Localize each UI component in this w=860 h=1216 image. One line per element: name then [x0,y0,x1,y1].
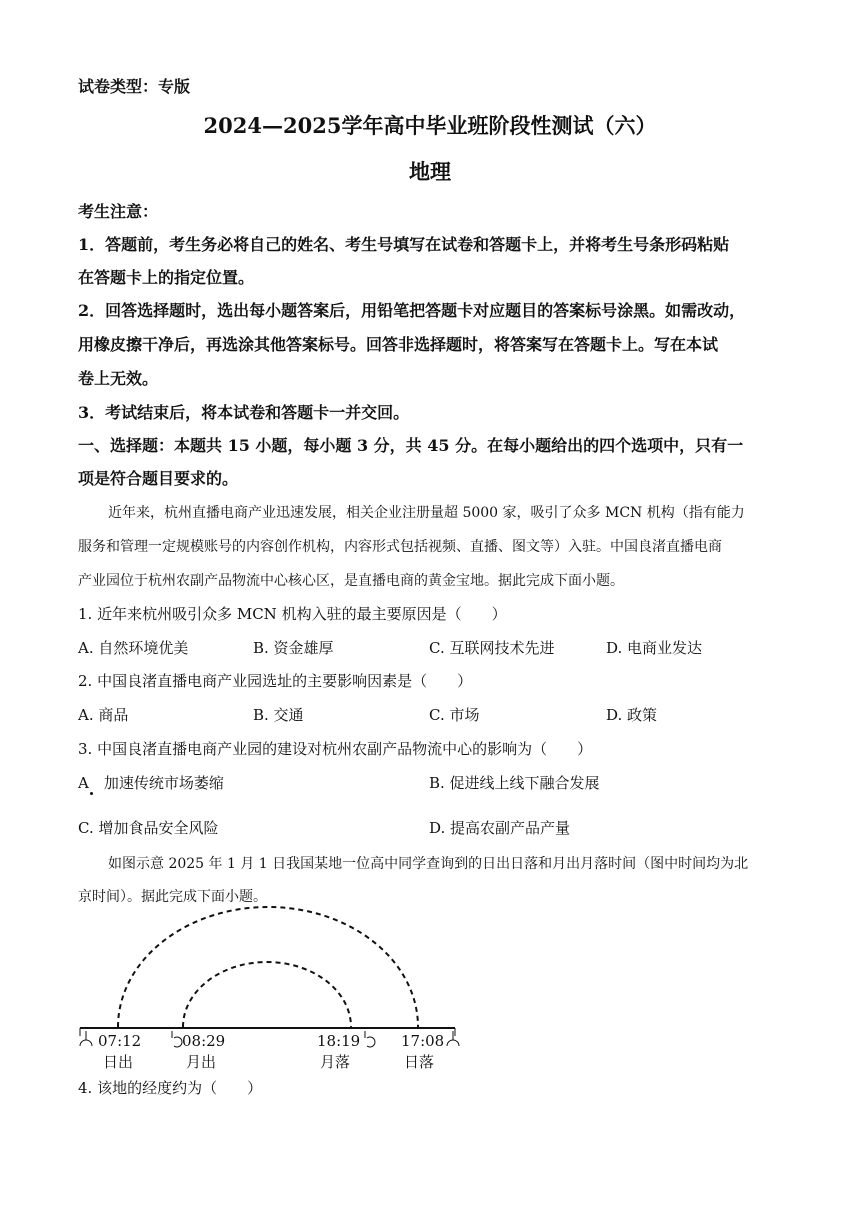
paper-type: 试卷类型：专版 [78,77,191,96]
notice-heading: 考生注意： [78,202,159,221]
question-3-stem: 3. 中国良渚直播电商产业园的建设对杭州农副产品物流中心的影响为（ ） [78,740,593,758]
question-3-option-c: C. 增加食品安全风险 [78,819,219,837]
passage-2-line-2: 京时间）。据此完成下面小题。 [78,889,267,905]
moonrise-time: 08:29 [182,1032,226,1050]
moonset-label: 月落 [320,1053,351,1071]
moonset-icon [365,1031,375,1047]
question-1-stem: 1. 近年来杭州吸引众多 MCN 机构入驻的最主要原因是（ ） [78,605,507,623]
moonrise-icon [172,1031,182,1047]
question-2-stem: 2. 中国良渚直播电商产业园选址的主要影响因素是（ ） [78,672,473,690]
question-4-stem: 4. 该地的经度约为（ ） [78,1079,263,1097]
question-1-option-c: C. 互联网技术先进 [429,639,555,657]
section-heading-line-2: 项是符合题目要求的。 [78,469,239,488]
sunrise-label: 日出 [103,1053,134,1071]
question-3-option-d: D. 提高农副产品产量 [429,819,571,837]
sunrise-icon [80,1031,92,1046]
question-3-option-b: B. 促进线上线下融合发展 [429,774,600,792]
question-2-option-d: D. 政策 [606,706,658,724]
notice-item-1-line-1: 1．答题前，考生务必将自己的姓名、考生号填写在试卷和答题卡上，并将考生号条形码粘贴 [78,235,730,254]
passage-2-line-1: 如图示意 2025 年 1 月 1 日我国某地一位高中同学查询到的日出日落和月出月落时间（图中时间均为北 [108,856,749,872]
question-3-option-a: A 加速传统市场萎缩 [78,774,224,792]
sunset-label: 日落 [404,1053,435,1071]
moonset-time: 18:19 [317,1032,361,1050]
notice-item-3: 3．考试结束后，将本试卷和答题卡一并交回。 [78,403,410,422]
notice-item-1-line-2: 在答题卡上的指定位置。 [78,268,255,287]
sunset-icon [447,1031,459,1046]
question-1-option-a: A. 自然环境优美 [78,639,189,657]
passage-1-line-3: 产业园位于杭州农副产品物流中心核心区，是直播电商的黄金宝地。据此完成下面小题。 [78,573,624,589]
sunrise-time: 07:12 [98,1032,142,1050]
moonrise-label: 月出 [186,1053,217,1071]
passage-1-line-1: 近年来，杭州直播电商产业迅速发展，相关企业注册量超 5000 家，吸引了众多 MCN 机构（指有能力 [108,505,745,521]
passage-1-line-2: 服务和管理一定规模账号的内容创作机构，内容形式包括视频、直播、图文等）入驻。中国良渚直播电商 [78,539,722,555]
question-2-option-c: C. 市场 [429,706,480,724]
question-1-option-d: D. 电商业发达 [606,639,703,657]
question-2-option-b: B. 交通 [253,706,304,724]
notice-item-2-line-1: 2．回答选择题时，选出每小题答案后，用铅笔把答题卡对应题目的答案标号涂黑。如需改动， [78,301,746,320]
question-1-option-b: B. 资金雄厚 [253,639,334,657]
moon-path-arc [183,962,351,1027]
sun-path-arc [118,907,418,1027]
notice-item-2-line-2: 用橡皮擦干净后，再选涂其他答案标号。回答非选择题时，将答案写在答题卡上。写在本试 [78,335,719,354]
section-heading-line-1: 一、选择题：本题共 15 小题，每小题 3 分，共 45 分。在每小题给出的四个选项中，只有一 [78,436,744,455]
exam-title: 2024—2025学年高中毕业班阶段性测试（六） [203,113,657,138]
question-2-option-a: A. 商品 [78,706,129,724]
subject-title: 地理 [409,159,451,184]
sunset-time: 17:08 [401,1032,445,1050]
notice-item-2-line-3: 卷上无效。 [78,369,159,388]
